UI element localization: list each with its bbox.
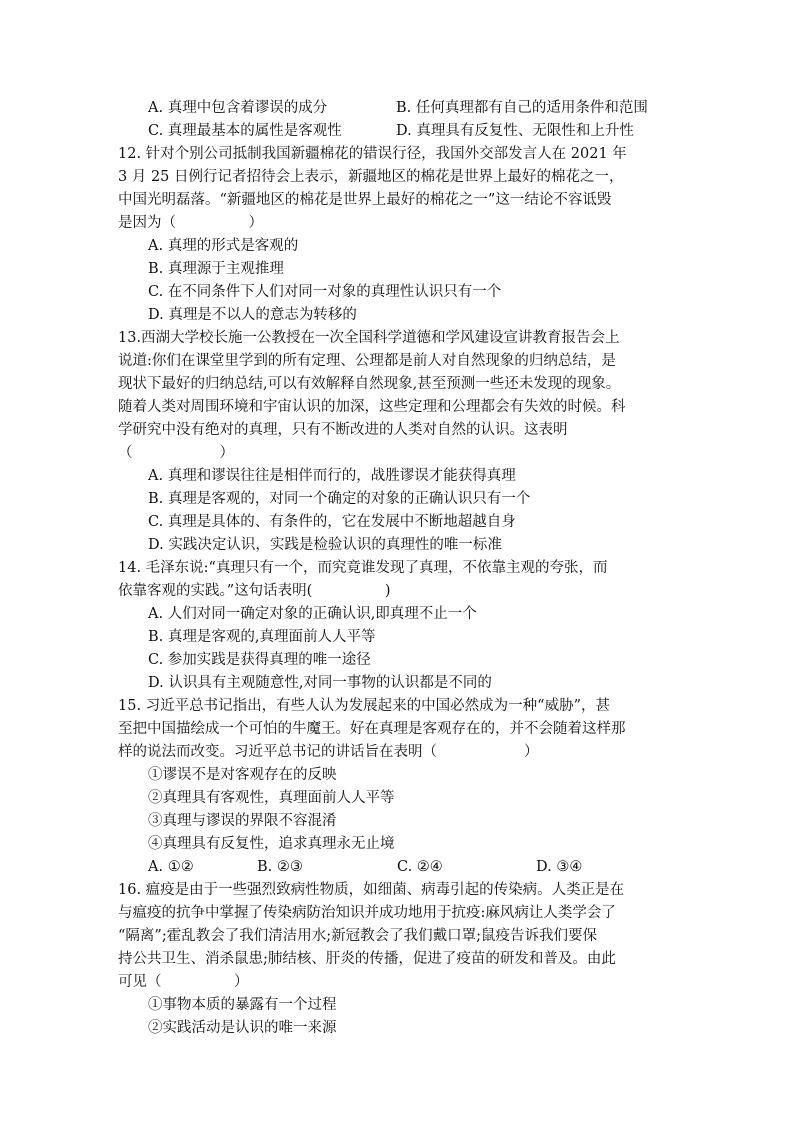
q15-item-1: ①谬误不是对客观存在的反映 (148, 767, 337, 783)
q16-stem-line: 可见（ ） (118, 974, 249, 990)
q14-option-a: A. 人们对同一确定对象的正确认识,即真理不止一个 (148, 606, 477, 622)
q11-option-c: C. 真理最基本的属性是客观性 (148, 123, 342, 139)
q14-option-b: B. 真理是客观的,真理面前人人平等 (148, 629, 376, 645)
q13-stem-line: （ ） (118, 445, 234, 461)
q16-stem-line: “隔离”;霍乱教会了我们清洁用水;新冠教会了我们戴口罩;鼠疫告诉我们要保 (118, 928, 597, 944)
q15-choice-a: A. ①② (148, 859, 194, 875)
q13-stem-line: 13.西湖大学校长施一公教授在一次全国科学道德和学风建设宣讲教育报告会上 (118, 330, 620, 346)
q16-stem-line: 16. 瘟疫是由于一些强烈致病性物质，如细菌、病毒引起的传染病。人类正是在 (118, 882, 625, 898)
q15-stem-line: 至把中国描绘成一个可怕的牛魔王。好在真理是客观存在的，并不会随着这样那 (118, 721, 626, 737)
q14-stem-line: 14. 毛泽东说:“真理只有一个，而究竟谁发现了真理，不依靠主观的夸张，而 (118, 560, 608, 576)
q15-choice-c: C. ②④ (397, 859, 443, 875)
q15-item-4: ④真理具有反复性，追求真理永无止境 (148, 836, 395, 852)
q15-stem-line: 样的说法而改变。习近平总书记的讲话旨在表明（ ） (118, 744, 539, 760)
q12-stem-line: 中国光明磊落。“新疆地区的棉花是世界上最好的棉花之一”这一结论不容诋毁 (118, 192, 612, 208)
q12-stem-line: 12. 针对个别公司抵制我国新疆棉花的错误行径，我国外交部发言人在 2021 年 (118, 146, 627, 162)
q15-item-3: ③真理与谬误的界限不容混淆 (148, 813, 337, 829)
q16-item-2: ②实践活动是认识的唯一来源 (148, 1020, 337, 1036)
q12-option-c: C. 在不同条件下人们对同一对象的真理性认识只有一个 (148, 284, 502, 300)
q16-stem-line: 持公共卫生、消杀鼠患;肺结核、肝炎的传播，促进了疫苗的研发和普及。由此 (118, 951, 616, 967)
q13-option-c: C. 真理是具体的、有条件的，它在发展中不断地超越自身 (148, 514, 516, 530)
q13-option-d: D. 实践决定认识，实践是检验认识的真理性的唯一标准 (148, 537, 502, 553)
q13-stem-line: 学研究中没有绝对的真理，只有不断改进的人类对自然的认识。这表明 (118, 422, 568, 438)
q13-stem-line: 随着人类对周围环境和宇宙认识的加深，这些定理和公理都会有失效的时候。科 (118, 399, 626, 415)
q12-option-b: B. 真理源于主观推理 (148, 261, 284, 277)
q16-stem-line: 与瘟疫的抗争中掌握了传染病防治知识并成功地用于抗疫:麻风病让人类学会了 (118, 905, 616, 921)
q11-option-b: B. 任何真理都有自己的适用条件和范围 (396, 100, 648, 116)
q14-option-c: C. 参加实践是获得真理的唯一途径 (148, 652, 371, 668)
q15-choice-b: B. ②③ (257, 859, 303, 875)
q14-option-d: D. 认识具有主观随意性,对同一事物的认识都是不同的 (148, 675, 492, 691)
q12-option-d: D. 真理是不以人的意志为转移的 (148, 307, 357, 323)
q13-option-b: B. 真理是客观的，对同一个确定的对象的正确认识只有一个 (148, 491, 531, 507)
q13-stem-line: 现状下最好的归纳总结,可以有效解释自然现象,甚至预测一些还未发现的现象。 (118, 376, 621, 392)
q13-option-a: A. 真理和谬误往往是相伴而行的，战胜谬误才能获得真理 (148, 468, 516, 484)
q15-stem-line: 15. 习近平总书记指出，有些人认为发展起来的中国必然成为一种“威胁”，甚 (118, 698, 610, 714)
q15-item-2: ②真理具有客观性，真理面前人人平等 (148, 790, 395, 806)
q12-stem-line: 3 月 25 日例行记者招待会上表示，新疆地区的棉花是世界上最好的棉花之一， (118, 169, 624, 185)
q13-stem-line: 说道:你们在课堂里学到的所有定理、公理都是前人对自然现象的归纳总结，是 (118, 353, 616, 369)
q14-stem-line: 依靠客观的实践。”这句话表明( ) (118, 583, 391, 599)
q12-option-a: A. 真理的形式是客观的 (148, 238, 299, 254)
q16-item-1: ①事物本质的暴露有一个过程 (148, 997, 337, 1013)
q12-stem-line: 是因为（ ） (118, 215, 263, 231)
q11-option-a: A. 真理中包含着谬误的成分 (148, 100, 328, 116)
q11-option-d: D. 真理具有反复性、无限性和上升性 (396, 123, 634, 139)
q15-choice-d: D. ③④ (536, 859, 583, 875)
